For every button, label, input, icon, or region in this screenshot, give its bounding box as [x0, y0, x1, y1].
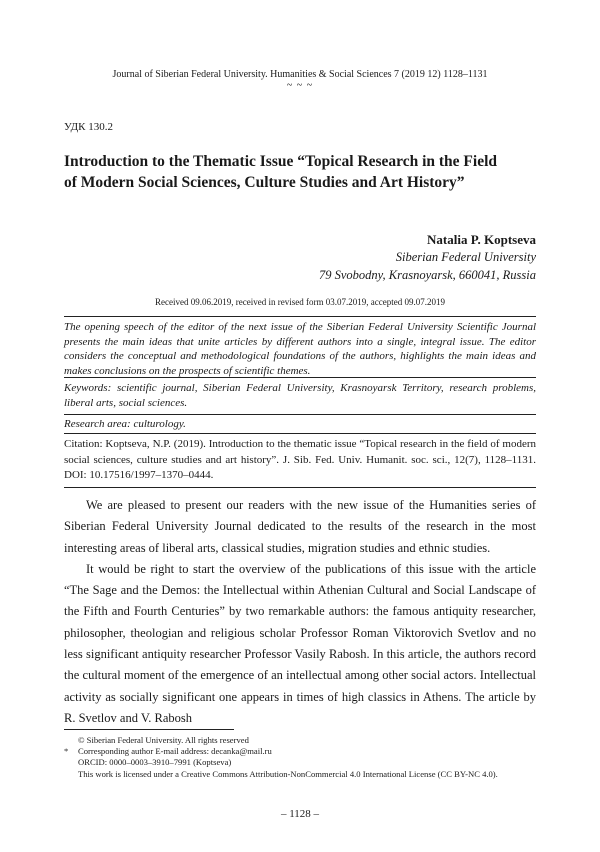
- footnote-rule: [64, 729, 234, 730]
- area-rule: [64, 414, 536, 415]
- body-paragraph-1: We are pleased to present our readers with the new issue of the Humanities series of Siberian Federal University Journal dedicated to the results of the research in the most interesting areas of liberal arts, classical studies, migration studies and ethnic studies.: [64, 498, 536, 555]
- article-title: Introduction to the Thematic Issue “Topical Research in the Field of Modern Social Sciences, Culture Studies and Art History”: [64, 153, 498, 191]
- author-name: Natalia P. Koptseva: [427, 232, 536, 247]
- header-divider: ~ ~ ~: [286, 80, 314, 91]
- corresponding-note: [64, 746, 544, 757]
- abstract: The opening speech of the editor of the next issue of the Siberian Federal University Scientific Journal presents the main ideas that unite articles by different authors into a single, integral issue. The editor considers the conceptual and methodological foundations of the authors, highlights the main ideas and makes conclusions on the prospects of scientific themes.: [64, 321, 536, 377]
- copyright-note: © Siberian Federal University. All rights reserved: [78, 735, 249, 745]
- article-body: [64, 495, 536, 729]
- orcid-note: ORCID: 0000–0003–3910–7991 (Koptseva): [78, 757, 232, 768]
- citation-bottom-rule: [64, 487, 536, 488]
- udk-code: УДК 130.2: [64, 121, 114, 133]
- corresponding-email: Corresponding author E-mail address: decanka@mail.ru: [78, 746, 272, 757]
- footnotes: [64, 735, 544, 780]
- license-note: This work is licensed under a Creative Commons Attribution-NonCommercial 4.0 International License (CC BY-NC 4.0).: [78, 768, 498, 779]
- author-address: 79 Svobodny, Krasnoyarsk, 660041, Russia: [318, 268, 536, 282]
- keywords: Keywords: scientific journal, Siberian Federal University, Krasnoyarsk Territory, research problems, liberal arts, social sciences.: [64, 382, 536, 409]
- author-affiliation: Siberian Federal University: [395, 250, 536, 264]
- author-affiliation-block: [319, 248, 536, 284]
- journal-header: Journal of Siberian Federal University. Humanities & Social Sciences 7 (2019 12) 1128–1131: [112, 69, 488, 80]
- page-number: – 1128 –: [280, 808, 320, 820]
- abstract-top-rule: [64, 316, 536, 317]
- citation-rule: [64, 433, 536, 434]
- keywords-rule: [64, 377, 536, 378]
- corresponding-mark: *: [64, 746, 69, 757]
- citation: Citation: Koptseva, N.P. (2019). Introduction to the thematic issue “Topical research in the field of modern social sciences, culture studies and art history”. J. Sib. Fed. Univ. Humanit. soc. sci., 12(7), 1128–1131. DOI: 10.17516/1997–1370–0444.: [64, 438, 536, 482]
- body-paragraph-2: It would be right to start the overview of the publications of this issue with the article “The Sage and the Demos: the Intellectual within Athenian Cultural and Social Landscape of the Fifth and Fourth Centuries” by two remarkable authors: the famous antiquity researcher, philosopher, theologian and religious scholar Professor Roman Viktorovich Svetlov and no less significant antiquity researcher Professor Vasily Rabosh. In this article, the authors record the cultural moment of the emergence of an intellectual among other social actors. Intellectual activity as socially significant one appears in times of high classics in Athens. The article by R. Svetlov and V. Rabosh: [64, 561, 536, 725]
- received-dates: Received 09.06.2019, received in revised form 03.07.2019, accepted 09.07.2019: [155, 297, 445, 307]
- research-area: Research area: culturology.: [64, 418, 186, 430]
